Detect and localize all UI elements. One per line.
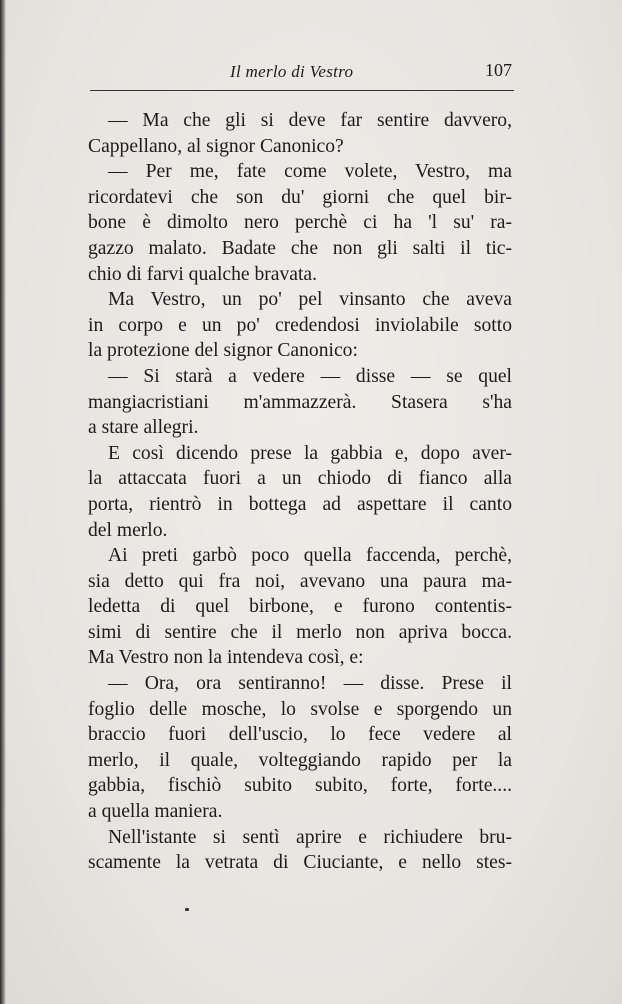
- text-line: ricordatevi che son du' giorni che quel bir-: [88, 186, 512, 208]
- text-line: bone è dimolto nero perchè ci ha 'l su' ra-: [88, 212, 512, 234]
- text-line: — Ora, ora sentiranno! — disse. Prese il: [108, 673, 512, 695]
- text-line: in corpo e un po' credendosi inviolabile sotto: [88, 314, 512, 336]
- text-line: sia detto qui fra noi, avevano una paura ma-: [88, 570, 512, 592]
- body-text: [88, 108, 512, 876]
- text-line: Nell'istante si sentì aprire e richiudere bru-: [108, 826, 512, 848]
- text-line: ledetta di quel birbone, e furono contentis-: [88, 596, 512, 618]
- text-line: scamente la vetrata di Ciuciante, e nello stes-: [88, 852, 512, 874]
- text-line: Cappellano, al signor Canonico?: [88, 135, 344, 157]
- print-speck: [185, 908, 189, 911]
- text-line: Ai preti garbò poco quella faccenda, perchè,: [108, 545, 512, 567]
- text-line: Ma Vestro non la intendeva così, e:: [88, 647, 364, 669]
- text-line: — Si starà a vedere — disse — se quel: [108, 365, 512, 387]
- running-title: Il merlo di Vestro: [230, 62, 354, 81]
- text-line: chio di farvi qualche bravata.: [88, 263, 318, 285]
- text-line: Ma Vestro, un po' pel vinsanto che aveva: [108, 289, 512, 311]
- text-line: merlo, il quale, volteggiando rapido per la: [88, 749, 512, 771]
- text-line: mangiacristiani m'ammazzerà. Stasera s'ha: [88, 391, 512, 413]
- header-rule: [90, 90, 514, 91]
- text-line: la protezione del signor Canonico:: [88, 340, 358, 362]
- text-line: a stare allegri.: [88, 417, 199, 439]
- text-line: la attaccata fuori a un chiodo di fianco alla: [88, 468, 512, 490]
- text-line: gabbia, fischiò subito subito, forte, forte....: [88, 775, 512, 797]
- page-number: 107: [485, 60, 512, 80]
- text-line: foglio delle mosche, lo svolse e sporgendo un: [88, 698, 512, 720]
- text-line: a quella maniera.: [88, 801, 223, 823]
- text-line: — Ma che gli si deve far sentire davvero,: [108, 110, 512, 131]
- page-header: [90, 58, 514, 88]
- text-line: porta, rientrò in bottega ad aspettare il canto: [88, 493, 512, 515]
- text-line: braccio fuori dell'uscio, lo fece vedere al: [88, 724, 512, 746]
- text-line: simi di sentire che il merlo non apriva bocca.: [88, 621, 512, 643]
- text-line: E così dicendo prese la gabbia e, dopo aver-: [108, 442, 512, 464]
- page-edge-shadow: [0, 0, 6, 1004]
- text-line: del merlo.: [88, 519, 168, 541]
- text-line: gazzo malato. Badate che non gli salti il tic-: [88, 237, 512, 259]
- text-line: — Per me, fate come volete, Vestro, ma: [108, 161, 512, 183]
